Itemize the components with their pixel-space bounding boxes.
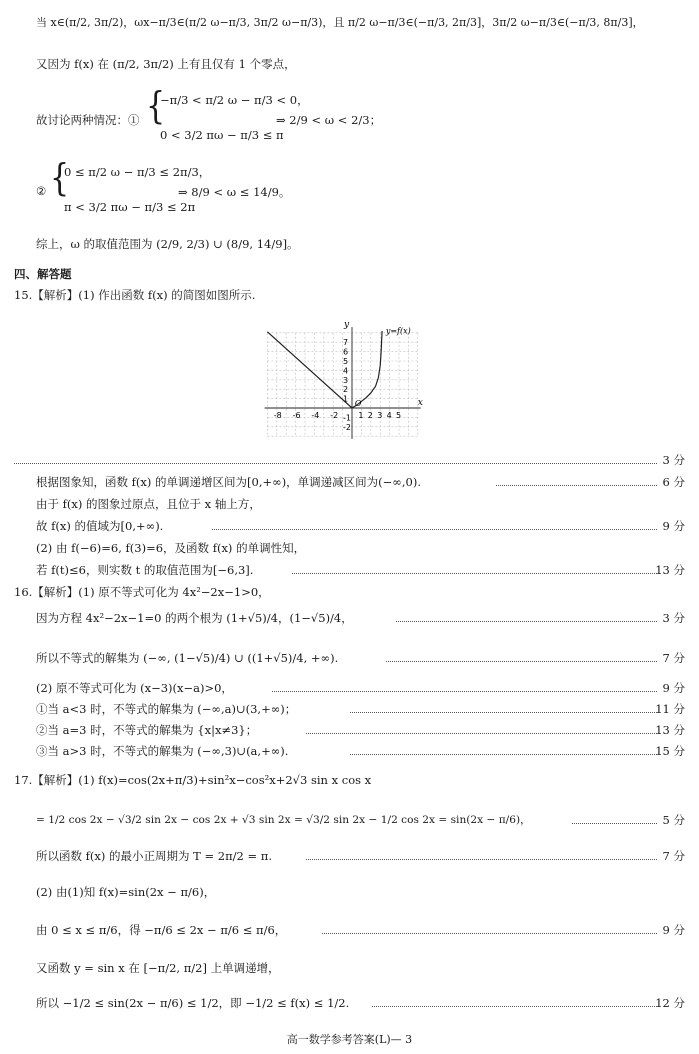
q17-simplify: = 1/2 cos 2x − √3/2 sin 2x − cos 2x + √3 sin 2x = √3/2 sin 2x − 1/2 cos 2x = sin(2x − π/6)，: [36, 814, 531, 826]
leader-dots: [350, 712, 657, 713]
x-tick-label: 2: [367, 411, 373, 420]
q16-intro: 16.【解析】(1) 原不等式可化为 4x²−2x−1>0，: [14, 585, 270, 599]
x-tick-label: 1: [358, 411, 364, 420]
x-tick-label: -8: [273, 411, 282, 420]
score-13b: 13 分: [655, 723, 685, 737]
case2-ineq2: π < 3/2 πω − π/3 ≤ 2π: [64, 200, 196, 214]
score-3b: 3 分: [662, 611, 685, 625]
score-9c: 9 分: [662, 923, 685, 937]
leader-dots: [386, 661, 657, 662]
score-6: 6 分: [662, 475, 685, 489]
section-heading: 四、解答题: [14, 267, 72, 281]
function-graph: [254, 308, 450, 444]
score-12: 12 分: [655, 996, 685, 1010]
y-tick-label: 5: [343, 357, 349, 366]
q17-interval: 由 0 ≤ x ≤ π/6，得 −π/6 ≤ 2x − π/6 ≤ π/6，: [36, 923, 287, 937]
case2-result: ⇒ 8/9 < ω ≤ 14/9。: [178, 185, 291, 199]
score-11: 11 分: [655, 702, 685, 716]
score-9: 9 分: [662, 519, 685, 533]
y-tick-label: 1: [343, 394, 349, 404]
leader-dots: [272, 691, 657, 692]
line-domain-interval: 当 x∈(π/2, 3π/2)，ωx−π/3∈(π/2 ω−π/3, 3π/2 ω−π/3)，且 π/2 ω−π/3∈(−π/3, 2π/3]，3π/2 ω−π/3∈(−π/3, 8π/3]，: [36, 16, 644, 29]
score-5: 5 分: [662, 813, 685, 827]
q15-monotonic: 根据图象知，函数 f(x) 的单调递增区间为[0,+∞)，单调递减区间为(−∞,0).: [36, 475, 421, 489]
graph-ticks: [274, 338, 401, 432]
q15-range: 故 f(x) 的值域为[0,+∞).: [36, 519, 164, 533]
y-tick-label: 2: [343, 385, 349, 395]
q15-intro: 15.【解析】(1) 作出函数 f(x) 的简图如图所示.: [14, 288, 256, 302]
score-15: 15 分: [655, 744, 685, 758]
x-tick-label: -4: [311, 411, 320, 420]
score-7: 7 分: [662, 651, 685, 665]
q15-t-range: 若 f(t)≤6，则实数 t 的取值范围为[−6,3].: [36, 563, 254, 577]
q17-intro: 17.【解析】(1) f(x)=cos(2x+π/3)+sin²x−cos²x+2√3 sin x cos x: [14, 773, 372, 787]
leader-dots: [572, 823, 657, 824]
q17-final-range: 所以 −1/2 ≤ sin(2x − π/6) ≤ 1/2，即 −1/2 ≤ f(x) ≤ 1/2.: [36, 996, 350, 1010]
q15-part2: (2) 由 f(−6)=6, f(3)=6，及函数 f(x) 的单调性知，: [36, 541, 306, 555]
leader-dots: [496, 485, 657, 486]
y-tick-label: 6: [343, 347, 349, 357]
q16-case-a-eq-3: ②当 a=3 时，不等式的解集为 {x|x≠3}；: [36, 723, 258, 737]
q16-part2: (2) 原不等式可化为 (x−3)(x−a)>0，: [36, 681, 233, 695]
case2-ineq1: 0 ≤ π/2 ω − π/3 ≤ 2π/3，: [64, 165, 211, 179]
q16-case-a-lt-3: ①当 a<3 时，不等式的解集为 (−∞,a)∪(3,+∞)；: [36, 702, 297, 716]
leader-dots: [322, 933, 657, 934]
leader-dots: [350, 754, 657, 755]
x-tick-label: 5: [396, 411, 402, 420]
case-intro: 故讨论两种情况：①: [36, 113, 140, 127]
leader-dots: [14, 463, 657, 464]
x-tick-label: 3: [377, 411, 383, 420]
omega-range-conclusion: 综上，ω 的取值范围为 (2/9, 2/3) ∪ (8/9, 14/9]。: [36, 237, 299, 251]
q16-roots: 因为方程 4x²−2x−1=0 的两个根为 (1+√5)/4，(1−√5)/4，: [36, 611, 353, 625]
score-7b: 7 分: [662, 849, 685, 863]
y-tick-label: -2: [343, 422, 351, 432]
q17-period: 所以函数 f(x) 的最小正周期为 T = 2π/2 = π.: [36, 849, 273, 863]
score-9b: 9 分: [662, 681, 685, 695]
y-tick-label: 3: [343, 375, 349, 385]
leader-dots: [292, 573, 657, 574]
y-tick-label: 7: [343, 338, 349, 348]
q16-solution-set: 所以不等式的解集为 (−∞, (1−√5)/4) ∪ ((1+√5)/4, +∞).: [36, 651, 339, 665]
y-tick-label: -1: [343, 413, 351, 423]
q16-case-a-gt-3: ③当 a>3 时，不等式的解集为 (−∞,3)∪(a,+∞).: [36, 744, 289, 758]
y-tick-label: 4: [343, 366, 349, 376]
origin-label: O: [354, 399, 362, 408]
q17-part2: (2) 由(1)知 f(x)=sin(2x − π/6)，: [36, 885, 216, 899]
score-3: 3 分: [662, 453, 685, 467]
case2-brace: {: [50, 156, 70, 201]
page-footer: 高一数学参考答案(L)— 3: [286, 1033, 413, 1046]
x-axis-label: x: [417, 398, 423, 408]
line-zero-condition: 又因为 f(x) 在 (π/2, 3π/2) 上有且仅有 1 个零点，: [36, 57, 296, 71]
case1-result: ⇒ 2/9 < ω < 2/3；: [276, 113, 382, 127]
case2-marker: ②: [36, 184, 47, 198]
y-axis-label: y: [344, 320, 350, 331]
leader-dots: [306, 733, 657, 734]
x-tick-label: -2: [330, 411, 339, 420]
x-tick-label: -6: [292, 411, 301, 420]
x-tick-label: 4: [386, 411, 392, 420]
leader-dots: [396, 621, 657, 622]
case1-brace: {: [146, 84, 166, 129]
q15-origin: 由于 f(x) 的图象过原点，且位于 x 轴上方，: [36, 497, 261, 511]
case1-ineq2: 0 < 3/2 πω − π/3 ≤ π: [160, 128, 284, 142]
q17-sine-monotonic: 又函数 y = sin x 在 [−π/2, π/2] 上单调递增，: [36, 961, 280, 975]
case1-ineq1: −π/3 < π/2 ω − π/3 < 0，: [160, 93, 309, 107]
score-13: 13 分: [655, 563, 685, 577]
leader-dots: [306, 859, 657, 860]
leader-dots: [372, 1006, 657, 1007]
leader-dots: [212, 529, 657, 530]
curve-label: y=f(x): [385, 326, 411, 336]
